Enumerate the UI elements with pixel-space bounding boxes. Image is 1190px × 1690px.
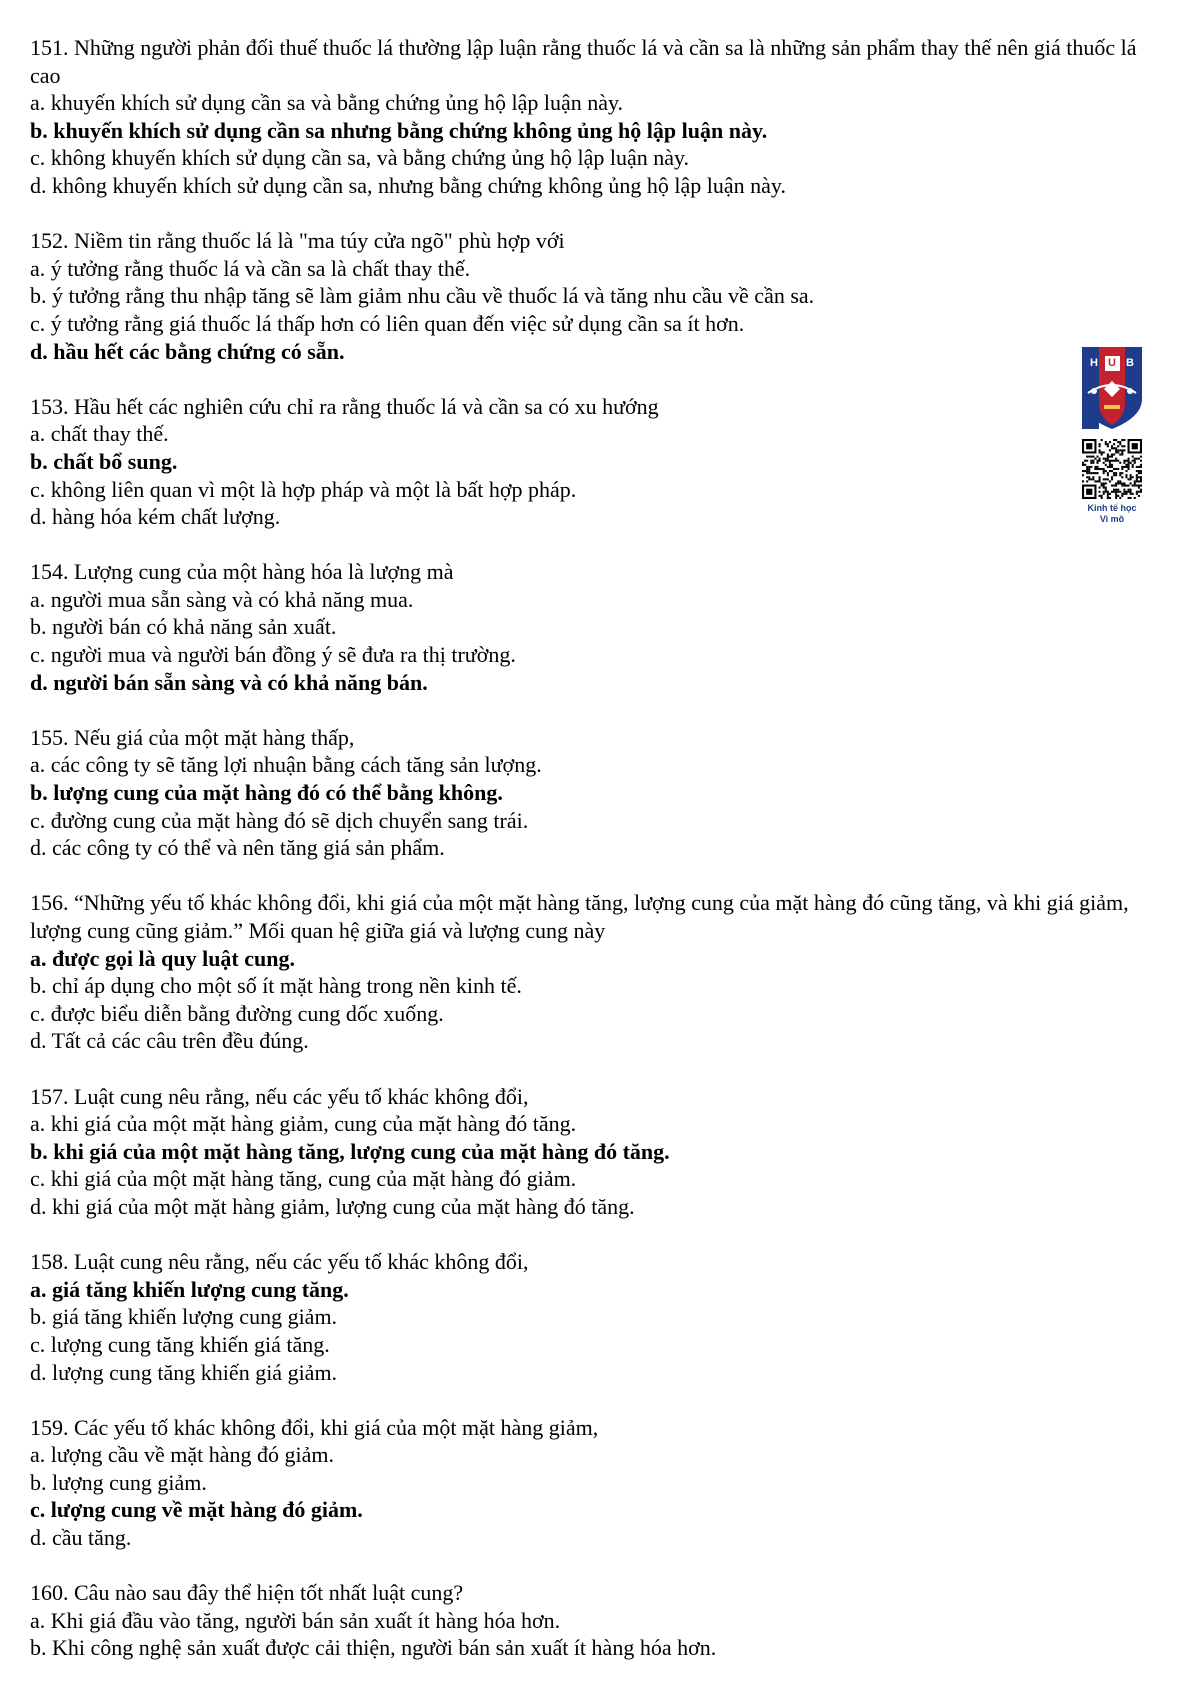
question-text: 151. Những người phản đối thuế thuốc lá thường lập luận rằng thuốc lá và cần sa là những sản phẩm thay thế nên giá thuốc lá cao (30, 35, 1137, 88)
logo-letter-u: U (1105, 356, 1120, 371)
qr-code (1082, 439, 1142, 499)
question-block (30, 1248, 1170, 1386)
answer-option: a. lượng cầu về mặt hàng đó giảm. (30, 1442, 334, 1468)
qr-code-icon (1082, 439, 1142, 499)
question-text: 160. Câu nào sau đây thể hiện tốt nhất luật cung? (30, 1580, 464, 1606)
answer-option: a. người mua sẵn sàng và có khả năng mua. (30, 586, 414, 612)
question-block (30, 724, 1170, 862)
answer-option-correct: c. lượng cung về mặt hàng đó giảm. (30, 1497, 363, 1523)
answer-option: b. ý tưởng rằng thu nhập tăng sẽ làm giảm nhu cầu về thuốc lá và tăng nhu cầu về cần sa. (30, 283, 815, 309)
question-block (30, 1579, 1170, 1662)
answer-option: a. khi giá của một mặt hàng giảm, cung của mặt hàng đó tăng. (30, 1111, 577, 1137)
answer-option-correct: d. người bán sẵn sàng và có khả năng bán. (30, 669, 428, 695)
answer-option: c. đường cung của mặt hàng đó sẽ dịch chuyển sang trái. (30, 807, 529, 833)
answer-option: c. khi giá của một mặt hàng tăng, cung của mặt hàng đó giảm. (30, 1166, 577, 1192)
question-text: 157. Luật cung nêu rằng, nếu các yếu tố khác không đổi, (30, 1083, 529, 1109)
answer-option: a. chất thay thế. (30, 421, 169, 447)
answer-option: a. các công ty sẽ tăng lợi nhuận bằng cách tăng sản lượng. (30, 752, 542, 778)
answer-option: a. ý tưởng rằng thuốc lá và cần sa là chất thay thế. (30, 255, 471, 281)
question-block (30, 558, 1170, 696)
answer-option: c. ý tưởng rằng giá thuốc lá thấp hơn có liên quan đến việc sử dụng cần sa ít hơn. (30, 310, 745, 336)
answer-option-correct: b. chất bổ sung. (30, 448, 178, 474)
answer-option: d. không khuyến khích sử dụng cần sa, nhưng bằng chứng không ủng hộ lập luận này. (30, 172, 786, 198)
question-block (30, 889, 1170, 1055)
question-text: 155. Nếu giá của một mặt hàng thấp, (30, 724, 355, 750)
question-text: 153. Hầu hết các nghiên cứu chỉ ra rằng thuốc lá và cần sa có xu hướng (30, 393, 659, 419)
question-block (30, 34, 1170, 200)
answer-option-correct: a. được gọi là quy luật cung. (30, 945, 295, 971)
question-document (30, 34, 1170, 1690)
answer-option: a. khuyến khích sử dụng cần sa và bằng chứng ủng hộ lập luận này. (30, 90, 624, 116)
caption-line-2: Vi mô (1099, 514, 1125, 524)
answer-option: c. không khuyến khích sử dụng cần sa, và bằng chứng ủng hộ lập luận này. (30, 145, 690, 171)
answer-option: d. khi giá của một mặt hàng giảm, lượng cung của mặt hàng đó tăng. (30, 1193, 635, 1219)
answer-option: b. người bán có khả năng sản xuất. (30, 614, 337, 640)
question-block (30, 1414, 1170, 1552)
answer-option: b. giá tăng khiến lượng cung giảm. (30, 1304, 338, 1330)
logo-letter-b: B (1126, 357, 1134, 369)
question-block (30, 1083, 1170, 1221)
answer-option: b. lượng cung giảm. (30, 1469, 207, 1495)
answer-option: c. lượng cung tăng khiến giá tăng. (30, 1331, 330, 1357)
answer-option: b. Khi công nghệ sản xuất được cải thiện, người bán sản xuất ít hàng hóa hơn. (30, 1635, 717, 1661)
answer-option: b. chỉ áp dụng cho một số ít mặt hàng trong nền kinh tế. (30, 973, 522, 999)
question-text: 156. “Những yếu tố khác không đổi, khi giá của một mặt hàng tăng, lượng cung của mặt hàng đó cũng tăng, và khi giá giảm, lượng cung cũng giảm.” Mối quan hệ giữa giá và lượng cung này (30, 890, 1129, 943)
answer-option-correct: d. hầu hết các bằng chứng có sẵn. (30, 338, 345, 364)
logo-letter-h: H (1090, 357, 1098, 369)
answer-option-correct: b. khuyến khích sử dụng cần sa nhưng bằng chứng không ủng hộ lập luận này. (30, 117, 768, 143)
logo-caption (1082, 503, 1142, 525)
answer-option: d. Tất cả các câu trên đều đúng. (30, 1028, 309, 1054)
hub-logo-badge (1082, 347, 1142, 525)
hub-shield-logo (1082, 347, 1142, 429)
answer-option: d. cầu tăng. (30, 1525, 132, 1551)
answer-option: d. các công ty có thể và nên tăng giá sản phẩm. (30, 835, 445, 861)
answer-option: a. Khi giá đầu vào tăng, người bán sản xuất ít hàng hóa hơn. (30, 1607, 561, 1633)
hub-letters (1082, 356, 1142, 371)
answer-option-correct: b. lượng cung của mặt hàng đó có thể bằng không. (30, 780, 503, 806)
answer-option: c. được biểu diễn bằng đường cung dốc xuống. (30, 1000, 444, 1026)
question-text: 159. Các yếu tố khác không đổi, khi giá của một mặt hàng giảm, (30, 1414, 599, 1440)
caption-line-1: Kinh tế học (1087, 503, 1137, 513)
question-text: 154. Lượng cung của một hàng hóa là lượng mà (30, 559, 454, 585)
answer-option: c. không liên quan vì một là hợp pháp và một là bất hợp pháp. (30, 476, 577, 502)
answer-option-correct: a. giá tăng khiến lượng cung tăng. (30, 1276, 349, 1302)
question-text: 152. Niềm tin rằng thuốc lá là "ma túy cửa ngõ" phù hợp với (30, 228, 565, 254)
question-block (30, 227, 1170, 365)
answer-option: d. hàng hóa kém chất lượng. (30, 504, 281, 530)
question-text: 158. Luật cung nêu rằng, nếu các yếu tố khác không đổi, (30, 1249, 529, 1275)
answer-option: d. lượng cung tăng khiến giá giảm. (30, 1359, 338, 1385)
answer-option: c. người mua và người bán đồng ý sẽ đưa ra thị trường. (30, 642, 516, 668)
answer-option-correct: b. khi giá của một mặt hàng tăng, lượng cung của mặt hàng đó tăng. (30, 1138, 670, 1164)
question-block (30, 393, 1170, 531)
